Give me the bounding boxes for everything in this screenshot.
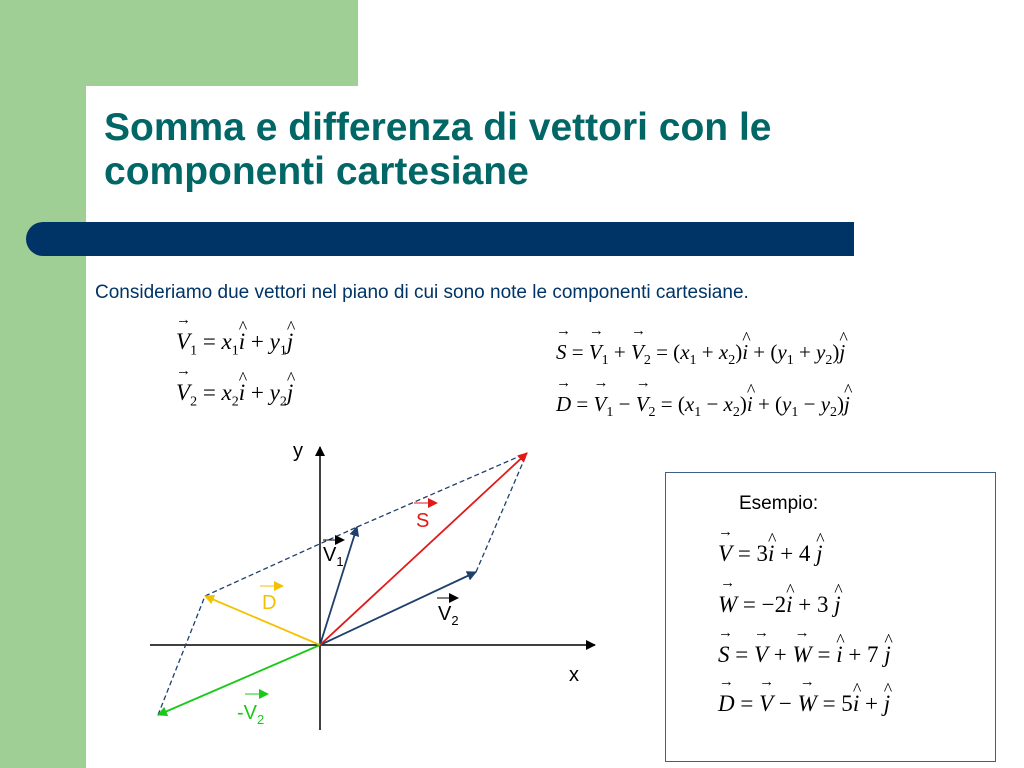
example-equation-d: → D = → V − → W = 5^ i + ^ j [718,691,890,717]
dashed-line-1 [357,453,527,527]
label-v1: $V_1$ [323,544,344,569]
example-title: Esempio: [739,493,819,514]
equation-v2-definition: → $V_2$ = $x_2\^{}$ $i + y_2\^{}$ j [176,380,293,411]
intro-text: Consideriamo due vettori nel piano di cui sono note le componenti cartesiane. [95,282,749,303]
dashed-line-2 [476,453,527,572]
example-box [665,472,996,762]
slide-title: Somma e differenza di vettori con le componenti cartesiane [104,106,772,193]
example-equation-s: → S = → V + → W = ^ i + 7 ^ j [718,642,891,668]
equation-sum: → S = → $V_1$ + → $V_2 = (x_1$ + $x_2)\^{}$ $i + (y_1$ + $y_2)\^{}$ j [556,340,845,369]
example-equation-v: → V = 3^ i + 4 ^ j [718,541,823,567]
example-equation-w: → W = −2^ i + 3 ^ j [718,592,841,618]
equation-difference: → D = → $V_1$ − → $V_2 = (x_1$ − $x_2)\^{}$ $i + (y_1$ − $y_2)\^{}$ j [556,392,850,421]
label-neg-v2: $-V_2$ [237,702,265,727]
label-v2: $V_2$ [438,603,459,628]
vector-s [320,453,527,645]
equation-v1-definition: → $V_1$ = $x_1\^{}$ $i + y_1\^{}$ j [176,329,293,360]
label-d: D [262,592,277,614]
label-s: S [416,510,430,532]
y-axis-label: y [293,440,303,462]
x-axis-label: x [569,664,579,686]
